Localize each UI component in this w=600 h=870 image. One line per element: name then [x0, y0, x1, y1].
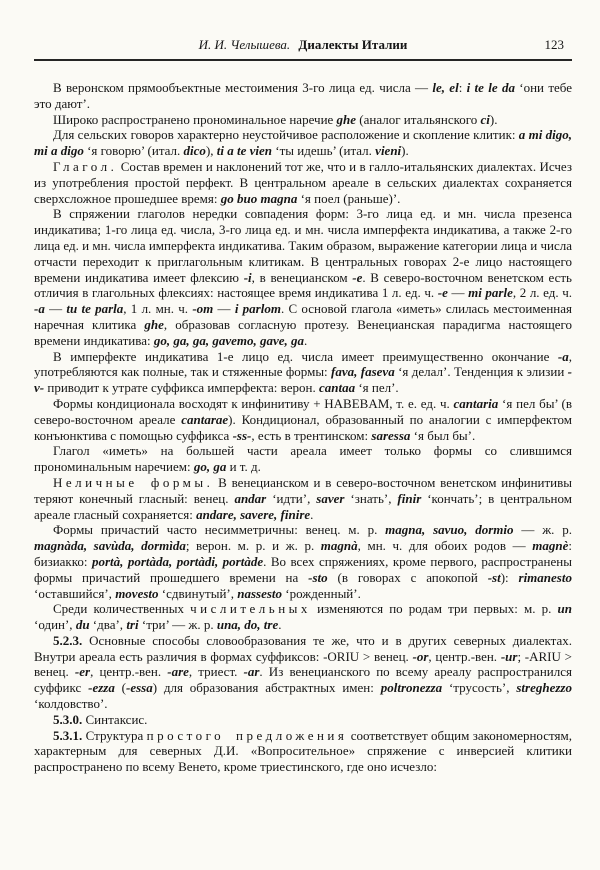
text-segment: ‘они тебе это дают’.	[34, 80, 572, 111]
text-segment: -are	[167, 664, 189, 680]
text-segment: Глагол «иметь» на большей части ареала имеет только формы со слившимся прономинальным наречием:	[34, 443, 572, 475]
text-segment: Глагол.	[53, 158, 118, 174]
text-segment: tri	[126, 617, 139, 633]
text-segment: magnà	[320, 538, 358, 554]
text-segment: ‘сдвинутый’,	[158, 585, 238, 601]
text-segment: ‘ты идешь’ (итал.	[272, 143, 376, 159]
text-segment: ‘рожденный’.	[282, 585, 361, 601]
text-segment: , центр.-вен.	[90, 664, 168, 680]
text-segment: -a	[557, 348, 569, 364]
text-segment: rimanesto	[518, 569, 572, 585]
text-segment: ‘кончать’; в центральном ареале гласный сохраняется:	[34, 490, 572, 522]
paragraph	[34, 522, 572, 601]
text-segment: magnè	[532, 538, 569, 554]
text-segment: portà, portàda, portàdi, portàde	[91, 553, 264, 569]
paragraph	[34, 127, 572, 159]
text-segment: magnàda, savùda, dormìda	[34, 538, 186, 554]
text-segment: cantaria	[453, 395, 499, 411]
paragraph	[34, 601, 572, 633]
text-segment: Формы кондиционала восходят к инфинитиву + HABEBAM, т. е. ед. ч.	[53, 395, 454, 411]
text-segment: числительных	[190, 601, 311, 617]
text-segment: cantaa	[318, 380, 356, 396]
text-segment: a mi digo, mi a digo	[34, 127, 572, 159]
text-segment: cantarae	[181, 411, 229, 427]
page-number: 123	[544, 37, 564, 52]
text-segment: -sto	[308, 569, 328, 585]
text-segment: ‘один’,	[34, 617, 76, 633]
text-segment: ‘я был бы’.	[410, 427, 476, 443]
text-segment: go buo magna	[220, 190, 298, 206]
paragraph	[34, 728, 572, 775]
text-segment: ‘я пел’.	[355, 380, 399, 396]
paragraph	[34, 712, 572, 728]
text-segment: -essa	[126, 680, 153, 696]
text-segment: Неличные формы.	[53, 474, 214, 490]
text-segment: , в венецианском	[251, 269, 353, 285]
text-segment: ; верон. м. р. и ж. р.	[185, 538, 321, 554]
header-rule	[34, 59, 572, 61]
text-segment: . Во всех спряжениях, кроме первого, распространены формы причастий прошедшего времени на	[34, 553, 572, 585]
text-segment: ‘знать’,	[344, 490, 398, 506]
text-segment: -e	[437, 285, 448, 301]
text-segment: , 2 л. ед. ч.	[512, 285, 573, 301]
text-segment: mi parle	[468, 285, 513, 301]
text-segment: -st	[487, 569, 501, 585]
text-segment: В спряжении глаголов нередки совпадения форм: 3-го лица ед. и мн. числа презенса индикатива; 1-го лица ед. числа, 3-го лица ед. и мн. числа имперфекта индикатива, а также 2-го лица ед. и мн. числа имперфекта индикатива. Таким образом, выражение категории лица и числа отчасти переходит к приглагольным клитикам. В центральных говорах 2-е лицо настоящего времени индикатива имеет флексию	[34, 206, 572, 285]
text-segment: —	[447, 285, 469, 301]
text-segment: . В северо-восточном венетском есть отличия в глагольных флексиях: настоящее время индикатива 1 л. ед. ч.	[34, 269, 572, 301]
text-segment: 5.3.1.	[53, 727, 83, 743]
text-segment: -om	[192, 301, 214, 317]
paragraph	[34, 475, 572, 522]
paragraph	[34, 633, 572, 712]
text-segment: ‘колдовство’.	[34, 696, 108, 712]
text-segment: go, ga, ga, gavemo, gave, ga	[153, 332, 305, 348]
text-segment: -er	[74, 664, 91, 680]
text-segment: ci	[480, 111, 490, 127]
text-segment: andar	[234, 490, 267, 506]
text-segment: vieni	[375, 143, 402, 159]
text-segment: ‘я говорю’ (итал.	[83, 143, 184, 159]
text-segment: movesto	[115, 585, 159, 601]
text-segment: go, ga	[193, 459, 227, 475]
text-segment: и т. д.	[226, 459, 261, 475]
running-head-author: И. И. Челышева.	[198, 37, 291, 52]
text-segment: изменяются по родам три первых: м. р.	[310, 601, 558, 617]
text-segment: i te le da	[466, 80, 515, 95]
text-segment: ‘оставшийся’,	[34, 585, 116, 601]
paragraph	[34, 349, 572, 396]
paragraph	[34, 206, 572, 348]
text-segment: Среди количественных	[53, 601, 191, 617]
text-segment: ‘я делал’. Тенденция к элизии	[394, 364, 568, 380]
text-segment: . Из венецианского по всему ареалу распространился суффикс	[34, 664, 572, 696]
running-head	[34, 36, 572, 56]
text-segment: finir	[397, 490, 422, 506]
text-segment: ‘три’ — ж. р.	[138, 617, 217, 633]
text-segment: .	[310, 506, 314, 522]
text-segment: saver	[316, 490, 345, 506]
text-segment: , употребляются как полные, так и стяженные формы:	[34, 348, 572, 380]
text-segment: andare, savere, finire	[196, 506, 311, 522]
running-head-center	[34, 36, 572, 53]
paragraph	[34, 443, 572, 475]
text-segment: un	[557, 601, 572, 617]
text-segment: Для сельских говоров характерно неустойчивое расположение и скопление клитик:	[53, 127, 519, 143]
text-segment: ).	[489, 111, 498, 127]
text-segment: du	[75, 617, 90, 633]
text-segment: tu te parla	[66, 301, 124, 317]
text-segment: ghe	[336, 111, 357, 127]
text-segment: , мн. ч. для обоих родов —	[357, 538, 533, 554]
text-segment: ti a te vien	[216, 143, 273, 159]
text-segment: -ar	[243, 664, 260, 680]
text-segment: -ss-	[232, 427, 252, 443]
text-segment: ‘я поел (раньше)’.	[297, 190, 401, 206]
text-segment: una, do, tre	[216, 617, 279, 633]
text-segment: , образовав согласную протезу. Венецианская парадигма настоящего времени индикатива:	[34, 316, 572, 348]
text-segment: . С основой глагола «иметь» слилась местоименная наречная клитика	[34, 301, 573, 332]
text-segment: dico	[183, 143, 206, 159]
text-segment: ghe	[144, 316, 164, 332]
paragraph	[34, 80, 572, 112]
text-segment: magna, savuo, dormio	[385, 522, 514, 538]
text-segment: ; -ARIU > венец.	[34, 648, 572, 680]
text-segment: Широко распространено прономинальное наречие	[53, 111, 337, 127]
text-segment: ‘я пел бы’ (в северо-восточном ареале	[34, 395, 573, 427]
text-segment: (в говорах с апокопой	[327, 569, 488, 585]
text-segment: , есть в трентинском:	[251, 427, 372, 443]
text-segment: ):	[500, 569, 519, 585]
text-segment: приводит к утрате суффикса имперфекта: верон.	[44, 380, 319, 396]
text-segment: -e	[352, 269, 363, 285]
text-segment: ).	[401, 143, 409, 159]
text-segment: 5.2.3.	[53, 632, 83, 648]
text-segment: , центр.-вен.	[428, 648, 501, 664]
text-segment: Основные способы словообразования те же, что и в других северных диалектах. Внутри ареала есть различия в формах суффиксов: -ORIU > венец.	[34, 632, 572, 664]
text-segment: :	[458, 80, 467, 95]
text-segment: saressa	[371, 427, 411, 443]
text-segment: streghezzo	[516, 680, 572, 696]
text-segment: —	[44, 301, 67, 317]
text-segment: -or	[412, 648, 429, 664]
text-segment: Формы причастий часто несимметричны: венец. м. р.	[53, 522, 386, 538]
text-segment: ‘трусость’,	[442, 680, 517, 696]
text-segment: le, el	[432, 80, 459, 95]
text-segment: poltronezza	[380, 680, 443, 696]
text-segment: -a	[34, 301, 45, 317]
text-segment: В веронском прямообъектные местоимения 3-го лица ед. числа —	[53, 80, 433, 95]
text-segment: .	[304, 332, 308, 348]
paragraph	[34, 396, 572, 443]
text-segment: -i	[243, 269, 252, 285]
text-segment: простого предложения	[146, 727, 348, 743]
text-segment: (	[114, 680, 126, 696]
text-segment: , триест.	[188, 664, 244, 680]
text-segment: nassesto	[237, 585, 283, 601]
text-segment: (аналог итальянского	[356, 111, 481, 127]
text-segment: ),	[205, 143, 217, 159]
text-segment: i parlom	[234, 301, 281, 317]
text-segment: -ur	[500, 648, 518, 664]
text-segment: Состав времен и наклонений тот же, что и в галло-итальянских диалектах. Исчез из употребления простой перфект. В центральном ареале в сельских диалектах сохраняется сверхсложное прошедшее время:	[34, 158, 572, 206]
text-segment: , 1 л. мн. ч.	[123, 301, 193, 317]
text-segment: —	[213, 301, 235, 317]
text-segment: .	[278, 617, 282, 633]
page-body	[34, 80, 572, 775]
text-segment: Синтаксис.	[82, 711, 148, 727]
text-segment: -ezza	[88, 680, 115, 696]
text-segment: ‘два’,	[89, 617, 127, 633]
running-head-title: Диалекты Италии	[298, 37, 408, 52]
text-segment: соответствует общим закономерностям, характерным для северных Д.И. «Вопросительное» спряжение с инверсией клитики распространено по всему Венето, кроме триестинского, где оно исчезло:	[34, 727, 572, 775]
paragraph	[34, 159, 572, 206]
text-segment: ). Кондиционал, образованный по аналогии с имперфектом конъюнктива с помощью суффикса	[34, 411, 572, 443]
text-segment: : бизиакко:	[34, 538, 572, 569]
text-segment: ‘идти’,	[266, 490, 317, 506]
paragraph	[34, 112, 572, 128]
text-segment: В венецианском и в северо-восточном венетском инфинитивы теряют конечный гласный: венец.	[34, 474, 572, 506]
text-segment: Структура	[82, 727, 147, 743]
text-segment: В имперфекте индикатива 1-е лицо ед. числа имеет преимущественно окончание	[53, 348, 558, 364]
text-segment: fava, faseva	[331, 364, 395, 380]
text-segment: ) для образования абстрактных имен:	[152, 680, 381, 696]
text-segment: 5.3.0.	[53, 711, 83, 727]
text-segment: -v-	[34, 364, 572, 396]
text-segment: — ж. р.	[513, 522, 573, 538]
